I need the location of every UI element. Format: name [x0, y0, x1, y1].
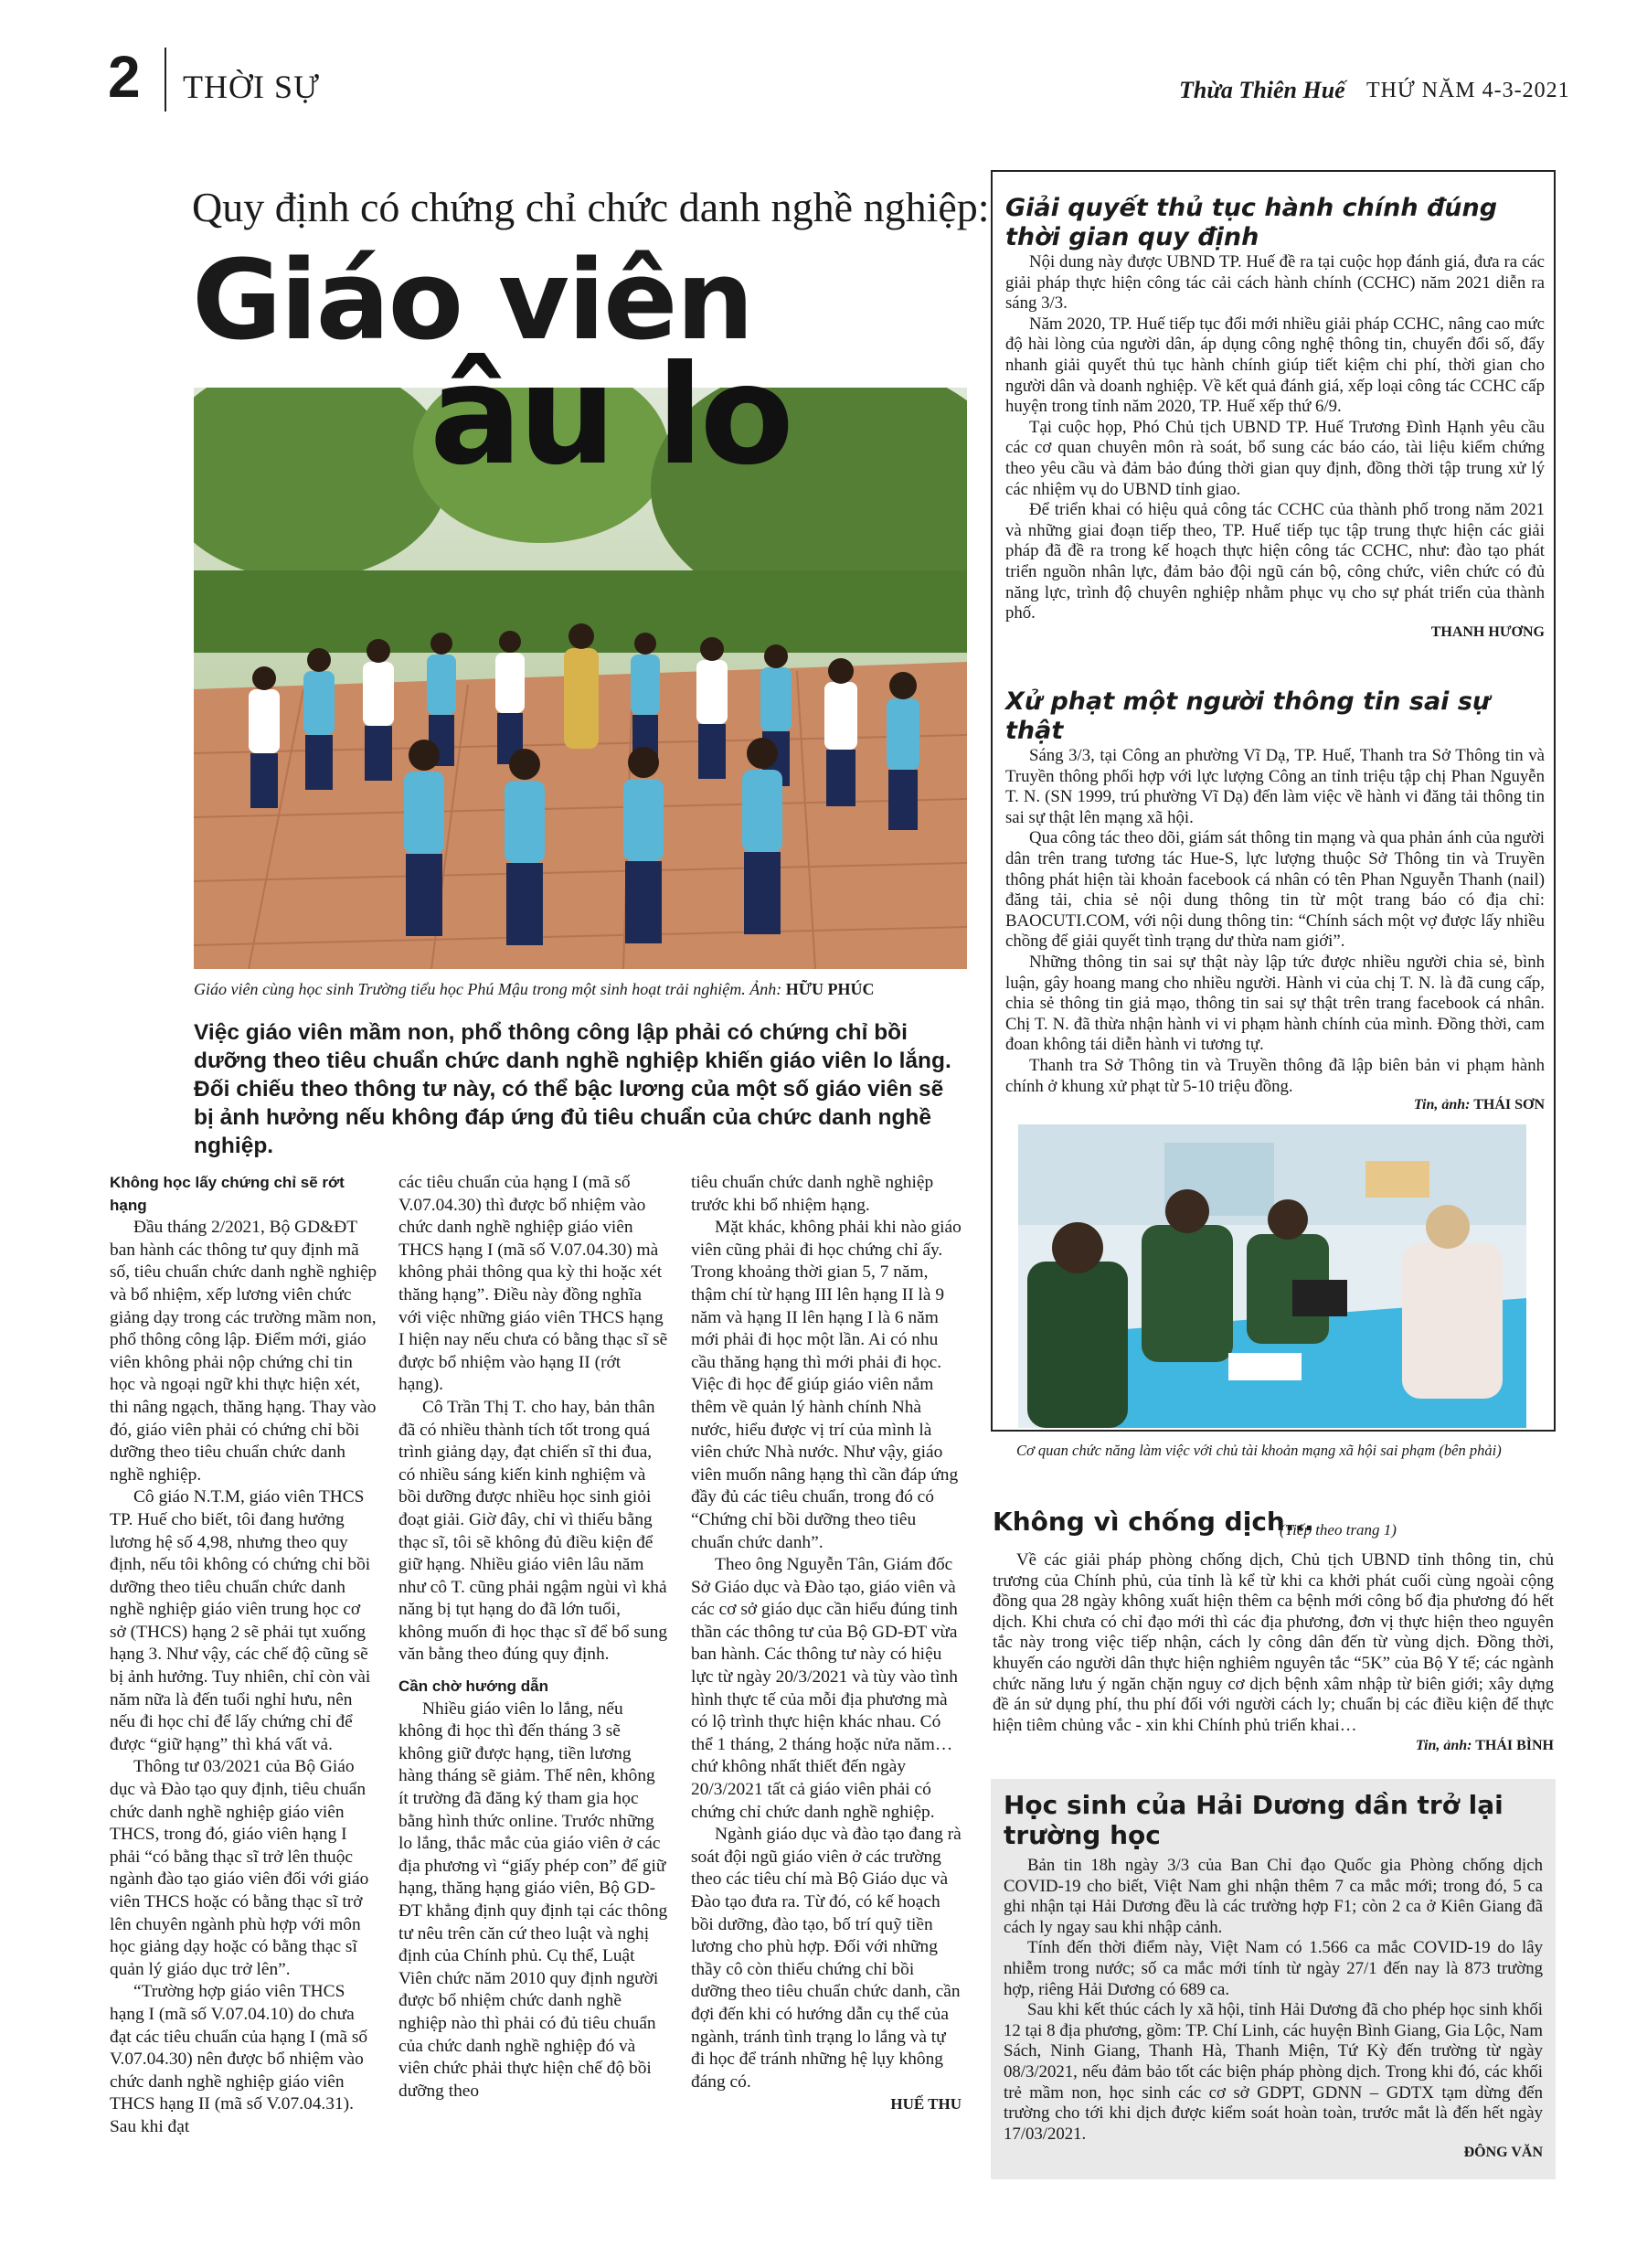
paragraph: Sáng 3/3, tại Công an phường Vĩ Dạ, TP. Huế, Thanh tra Sở Thông tin và Truyền thông phối hợp với lực lượng Công an tỉnh triệu tập chị Phan Nguyễn T. N. (SN 1999, trú phường Vĩ Dạ) đến làm việc về hành vi đăng tải thông tin sai sự thật lên mạng xã hội.: [1005, 746, 1545, 827]
paragraph: Bản tin 18h ngày 3/3 của Ban Chỉ đạo Quốc gia Phòng chống dịch COVID-19 cho biết, Việt Nam ghi nhận thêm 7 ca mắc mới; trong đó, 5 ca ghi nhận tại Hải Dương đều là các trường hợp F1; còn 2 ca ở Kiên Giang đã cách ly ngay sau khi nhập cảnh.: [1004, 1856, 1543, 1937]
brief-title: Xử phạt một người thông tin sai sự thật: [1005, 687, 1491, 745]
article-column-1: [110, 1172, 380, 2139]
article-headline: Giáo viên: [192, 238, 752, 365]
continued-from-note: (Tiếp theo trang 1): [1280, 1521, 1397, 1539]
paragraph: Theo ông Nguyễn Tân, Giám đốc Sở Giáo dục và Đào tạo, giáo viên và các cơ sở giáo dục cần hiểu đúng tinh thần các thông tư của Bộ GD-ĐT vừa ban hành. Các thông tư này có hiệu lực từ ngày 20/3/2021 và tùy vào tình hình thực tế của mỗi địa phương mà có lộ trình thực hiện khác nhau. Có thể 1 tháng, 2 tháng hoặc nửa năm… chứ không nhất thiết đến ngày 20/3/2021 tất cả giáo viên phải có chứng chỉ chức danh nghề nghiệp.: [691, 1555, 958, 1822]
author-signature: HUẾ THU: [890, 2095, 962, 2114]
article-lead: Việc giáo viên mầm non, phổ thông công lập phải có chứng chỉ bồi dưỡng theo tiêu chuẩn chức danh nghề nghiệp khiến giáo viên lo lắng. Đối chiếu theo thông tư này, có thể bậc lương của một số giáo viên sẽ bị ảnh hưởng nếu không đáp ứng đủ tiêu chuẩn của chức danh nghề nghiệp.: [194, 1020, 951, 1158]
article-kicker: Quy định có chứng chỉ chức danh nghề nghiệp:: [192, 184, 990, 230]
brief-photo-caption: Cơ quan chức năng làm việc với chủ tài khoản mạng xã hội sai phạm (bên phải): [1016, 1442, 1502, 1459]
paragraph: Đầu tháng 2/2021, Bộ GD&ĐT ban hành các thông tư quy định mã số, tiêu chuẩn chức danh nghề nghiệp và bổ nhiệm, xếp lương viên chức giảng dạy trong các trường mầm non, phổ thông công lập. Điểm mới, giáo viên không phải nộp chứng chỉ tin học và ngoại ngữ khi thực hiện xét, thi nâng ngạch, thăng hạng. Thay vào đó, giáo viên phải có chứng chỉ bồi dưỡng theo tiêu chuẩn chức danh nghề nghiệp.: [110, 1218, 377, 1485]
signature-name: THÁI SƠN: [1473, 1097, 1545, 1113]
paragraph: Qua công tác theo dõi, giám sát thông tin mạng và qua phản ánh của người dân trên trang tương tác Hue-S, lực lượng thuộc Sở Thông tin và Truyền thông phát hiện tài khoản facebook cá nhân có tên Phan Nguyễn Thanh (nail) đăng tải, chia sẻ nội dung thông tin từ một trang báo có địa chỉ: BAOCUTI.COM, với nội dung thông tin: “Chính sách một vợ được lấy nhiều chồng để giải quyết tình trạng dư thừa nam giới”.: [1005, 828, 1545, 952]
paragraph: Những thông tin sai sự thật này lập tức được nhiều người chia sẻ, bình luận, gây hoang mang cho nhiều người. Hành vi của chị T. N. là đã cung cấp, chia sẻ thông tin giả mạo, thông tin sai sự thật trên trang facebook cá nhân. Chị T. N. đã thừa nhận hành vi vi phạm hành chính của mình. Đồng thời, cam đoan không tái diễn hành vi tương tự.: [1005, 952, 1545, 1055]
brief-cchc: [1005, 194, 1545, 641]
newspaper-name: Thừa Thiên Huế: [1179, 77, 1345, 103]
page-number: 2: [108, 44, 141, 110]
author-signature: [1005, 1097, 1545, 1113]
paragraph: Thanh tra Sở Thông tin và Truyền thông đã lập biên bản vi phạm hành chính ở khung xử phạt từ 5-10 triệu đồng.: [1005, 1055, 1545, 1096]
paragraph: Cô Trần Thị T. cho hay, bản thân đã có nhiều thành tích tốt trong quá trình giảng dạy, đạt chiến sĩ thi đua, có nhiều sáng kiến kinh nghiệm và bồi dưỡng được nhiều học sinh giỏi đoạt giải. Giờ đây, chỉ vì thiếu bằng thạc sĩ, tôi sẽ không đủ điều kiện để giữ hạng. Nhiều giáo viên lâu năm như cô T. cũng phải ngậm ngùi vì khả năng bị tụt hạng do đã lớn tuổi, không muốn đi học thạc sĩ để bổ sung văn bằng theo đúng quy định.: [398, 1397, 668, 1665]
photo-credit: HỮU PHÚC: [785, 980, 875, 998]
author-signature: [993, 1736, 1554, 1757]
paragraph: “Trường hợp giáo viên THCS hạng I (mã số V.07.04.10) do chưa đạt các tiêu chuẩn của hạng I (mã số V.07.04.30) nên được bổ nhiệm vào chức danh nghề nghiệp giáo viên THCS hạng II (mã số V.07.04.31). Sau khi đạt: [110, 1982, 368, 2136]
hai-duong-content: [1004, 1790, 1543, 2161]
paragraph: Năm 2020, TP. Huế tiếp tục đổi mới nhiều giải pháp CCHC, nâng cao mức độ hài lòng của người dân, áp dụng công nghệ thông tin, chuyển đổi số, đẩy nhanh giải quyết thủ tục hành chính giúp tiết kiệm chi phí, thời gian cho người dân và doanh nghiệp. Về kết quả đánh giá, xếp loại công tác CCHC cấp huyện trong tỉnh năm 2020, TP. Huế xếp thứ 6/9.: [1005, 314, 1545, 417]
paragraph: Tính đến thời điểm này, Việt Nam có 1.566 ca mắc COVID-19 do lây nhiễm trong nước; số ca mắc mới tính từ ngày 27/1 đến nay là 873 trường hợp, riêng Hải Dương có 689 ca.: [1004, 1938, 1543, 1999]
brief-body: [1004, 1856, 1543, 2145]
subheading: Không học lấy chứng chỉ sẽ rớt hạng: [110, 1174, 345, 1214]
photo-caption-text: Giáo viên cùng học sinh Trường tiểu học Phú Mậu trong một sinh hoạt trải nghiệm.: [194, 980, 746, 998]
paragraph: Cô giáo N.T.M, giáo viên THCS TP. Huế cho biết, tôi đang hưởng lương hệ số 4,98, nhưng theo quy định, nếu tôi không có chứng chỉ bồi dưỡng theo tiêu chuẩn chức danh nghề nghiệp giáo viên trung học cơ sở (THCS) hạng 2 sẽ phải tụt xuống hạng 3. Như vậy, các chế độ cũng sẽ bị ảnh hưởng. Tuy nhiên, chỉ còn vài năm nữa là đến tuổi nghỉ hưu, nên nếu đi học chỉ để lấy chứng chỉ để được “giữ hạng” thì khá vất vả.: [110, 1487, 371, 1754]
signature-name: THÁI BÌNH: [1475, 1738, 1554, 1754]
header-divider: [165, 48, 166, 112]
author-signature: THANH HƯƠNG: [1430, 623, 1545, 640]
paragraph: Mặt khác, không phải khi nào giáo viên cũng phải đi học chứng chỉ ấy. Trong khoảng thời gian 5, 7 năm, thậm chí từ hạng III lên hạng II là 9 năm và hạng II lên hạng I là 6 năm mới phải đi học một lần. Ai có nhu cầu thăng hạng thì mới phải đi học. Việc đi học để giúp giáo viên nắm thêm về quản lý hành chính Nhà nước, hiểu được vị trí của mình là viên chức Nhà nước. Như vậy, giáo viên muốn nâng hạng thì cần đáp ứng đầy đủ các tiêu chuẩn, trong đó có “Chứng chỉ bồi dưỡng theo tiêu chuẩn chức danh”.: [691, 1218, 962, 1552]
photo-credit-label: Ảnh:: [749, 980, 782, 998]
paragraph: Về các giải pháp phòng chống dịch, Chủ tịch UBND tỉnh thông tin, chủ trương của Chính phủ, của tỉnh là kể từ khi ca khởi phát cuối cùng ngoài cộng đồng qua 28 ngày không xuất hiện thêm ca bệnh mới công bố địa phương đó hết dịch. Khi chưa có chỉ đạo mới thì các địa phương, đơn vị thực hiện theo nguyên tắc này trong việc tiếp nhận, cách ly công dân đến từ vùng dịch. Đồng thời, khuyến cáo người dân thực hiện nghiêm nguyên tắc “5K” của Bộ Y tế; các ngành chức năng lưu ý ngăn chặn nguy cơ dịch bệnh xâm nhập từ biên giới; xây dựng đề án sử dụng phí, thu phí đối với người cách ly; chuẩn bị các điều kiện để thực hiện tiêm chủng vắc - xin khi Chính phủ triển khai…: [993, 1550, 1554, 1735]
issue-date: THỨ NĂM 4-3-2021: [1366, 79, 1570, 102]
paragraph: Thông tư 03/2021 của Bộ Giáo dục và Đào tạo quy định, tiêu chuẩn chức danh nghề nghiệp giáo viên THCS, trong đó, giáo viên hạng I phải “có bằng thạc sĩ trở lên thuộc ngành đào tạo giáo viên đối với giáo viên THCS hoặc có bằng thạc sĩ trở lên chuyên ngành phù hợp với môn học giảng dạy hoặc có bằng thạc sĩ quản lý giáo dục trở lên”.: [110, 1757, 369, 1979]
paragraph: Nội dung này được UBND TP. Huế đề ra tại cuộc họp đánh giá, đưa ra các giải pháp thực hiện công tác cải cách hành chính (CCHC) năm 2021 diễn ra sáng 3/3.: [1005, 252, 1545, 314]
paragraph: tiêu chuẩn chức danh nghề nghiệp trước khi bổ nhiệm hạng.: [691, 1173, 934, 1215]
article-column-2: [398, 1172, 669, 2103]
article-column-3: [691, 1172, 962, 2116]
continued-article-body: [993, 1550, 1554, 1757]
article-headline-second-line: âu lo: [430, 336, 791, 495]
section-name: THỜI SỰ: [183, 69, 320, 105]
paragraph: Để triển khai có hiệu quả công tác CCHC của thành phố trong năm 2021 và những giai đoạn tiếp theo, TP. Huế tiếp tục tập trung thực hiện các giải pháp đã đề ra trong kế hoạch thực hiện công tác CCHC, như: đào tạo phát triển nguồn nhân lực, đảm bảo đội ngũ cán bộ, công chức, viên chức có đủ năng lực, trình độ chuyên nghiệp nhằm phục vụ cho sự phát triển của thành phố.: [1005, 500, 1545, 623]
signature-prefix: Tin, ảnh:: [1413, 1097, 1471, 1113]
brief-xu-phat: [1005, 687, 1545, 1113]
brief-body: [1005, 252, 1545, 624]
brief-body: [1005, 746, 1545, 1097]
paragraph: Tại cuộc họp, Phó Chủ tịch UBND TP. Huế Trương Đình Hạnh yêu cầu các cơ quan chuyên môn rà soát, bổ sung các báo cáo, tài liệu kiểm chứng theo yêu cầu và đảm bảo đúng thời gian quy định, đồng thời tập trung xử lý các nhiệm vụ do UBND tỉnh giao.: [1005, 417, 1545, 499]
paragraph: Sau khi kết thúc cách ly xã hội, tỉnh Hải Dương đã cho phép học sinh khối 12 tại 8 địa phương, gồm: TP. Chí Linh, các huyện Bình Giang, Gia Lộc, Nam Sách, Ninh Giang, Thanh Hà, Thanh Miện, Tứ Kỳ đến trường từ ngày 08/3/2021, nếu đảm bảo tốt các biện pháp phòng dịch. Trong khi đó, các khối trẻ mầm non, học sinh các cơ sở GDPT, GDNN – GDTX tạm dừng đến trường cho tới khi dịch được kiểm soát hoàn toàn, trước mắt là đến hết ngày 17/03/2021.: [1004, 2000, 1543, 2144]
brief-title: Giải quyết thủ tục hành chính đúng thời gian quy định: [1005, 194, 1498, 251]
brief-title: Học sinh của Hải Dương dần trở lại trường học: [1004, 1790, 1504, 1850]
paragraph: Ngành giáo dục và đào tạo đang rà soát đội ngũ giáo viên ở các trường theo các tiêu chí mà Bộ Giáo dục và Đào tạo đưa ra. Từ đó, có kế hoạch bồi dưỡng, đào tạo, bố trí quỹ tiền lương cho phù hợp. Đối với những thầy cô còn thiếu chứng chỉ bồi dưỡng theo tiêu chuẩn chức danh, cần đợi đến khi có hướng dẫn cụ thể của ngành, tránh tình trạng lo lắng và tự đi học để tránh những hệ lụy không đáng có.: [691, 1825, 962, 2092]
hai-duong-box: [991, 1779, 1556, 2179]
photo-caption: [194, 980, 875, 999]
subheading: Cần chờ hướng dẫn: [398, 1677, 548, 1696]
paragraph: các tiêu chuẩn của hạng I (mã số V.07.04.30) thì được bổ nhiệm vào chức danh nghề nghiệp giáo viên THCS hạng I (mã số V.07.04.30) mà không phải thông qua kỳ thi hoặc xét thăng hạng”. Điều này đồng nghĩa với việc những giáo viên THCS hạng I hiện nay nếu chưa có bằng thạc sĩ sẽ được bổ nhiệm vào hạng II (rớt hạng).: [398, 1173, 668, 1395]
continued-article-title: Không vì chống dịch...: [993, 1507, 1314, 1537]
signature-prefix: Tin, ảnh:: [1415, 1738, 1472, 1754]
author-signature: ĐÔNG VĂN: [1463, 2145, 1543, 2161]
paragraph: Nhiều giáo viên lo lắng, nếu không đi học thì đến tháng 3 sẽ không giữ được hạng, tiền lương hàng tháng sẽ giảm. Thế nên, không ít trường đã đăng ký tham gia học bằng hình thức online. Trước những lo lắng, thắc mắc của giáo viên ở các địa phương vì “giấy phép con” để giữ hạng, thăng hạng giáo viên, Bộ GD-ĐT khẳng định quy định tại các thông tư nêu trên căn cứ theo luật và nghị định của Chính phủ. Cụ thể, Luật Viên chức năm 2010 quy định người được bổ nhiệm chức danh nghề nghiệp nào thì phải có đủ tiêu chuẩn của chức danh nghề nghiệp đó và viên chức phải thực hiện chế độ bồi dưỡng theo: [398, 1698, 668, 2101]
brief-photo: [1018, 1124, 1526, 1428]
